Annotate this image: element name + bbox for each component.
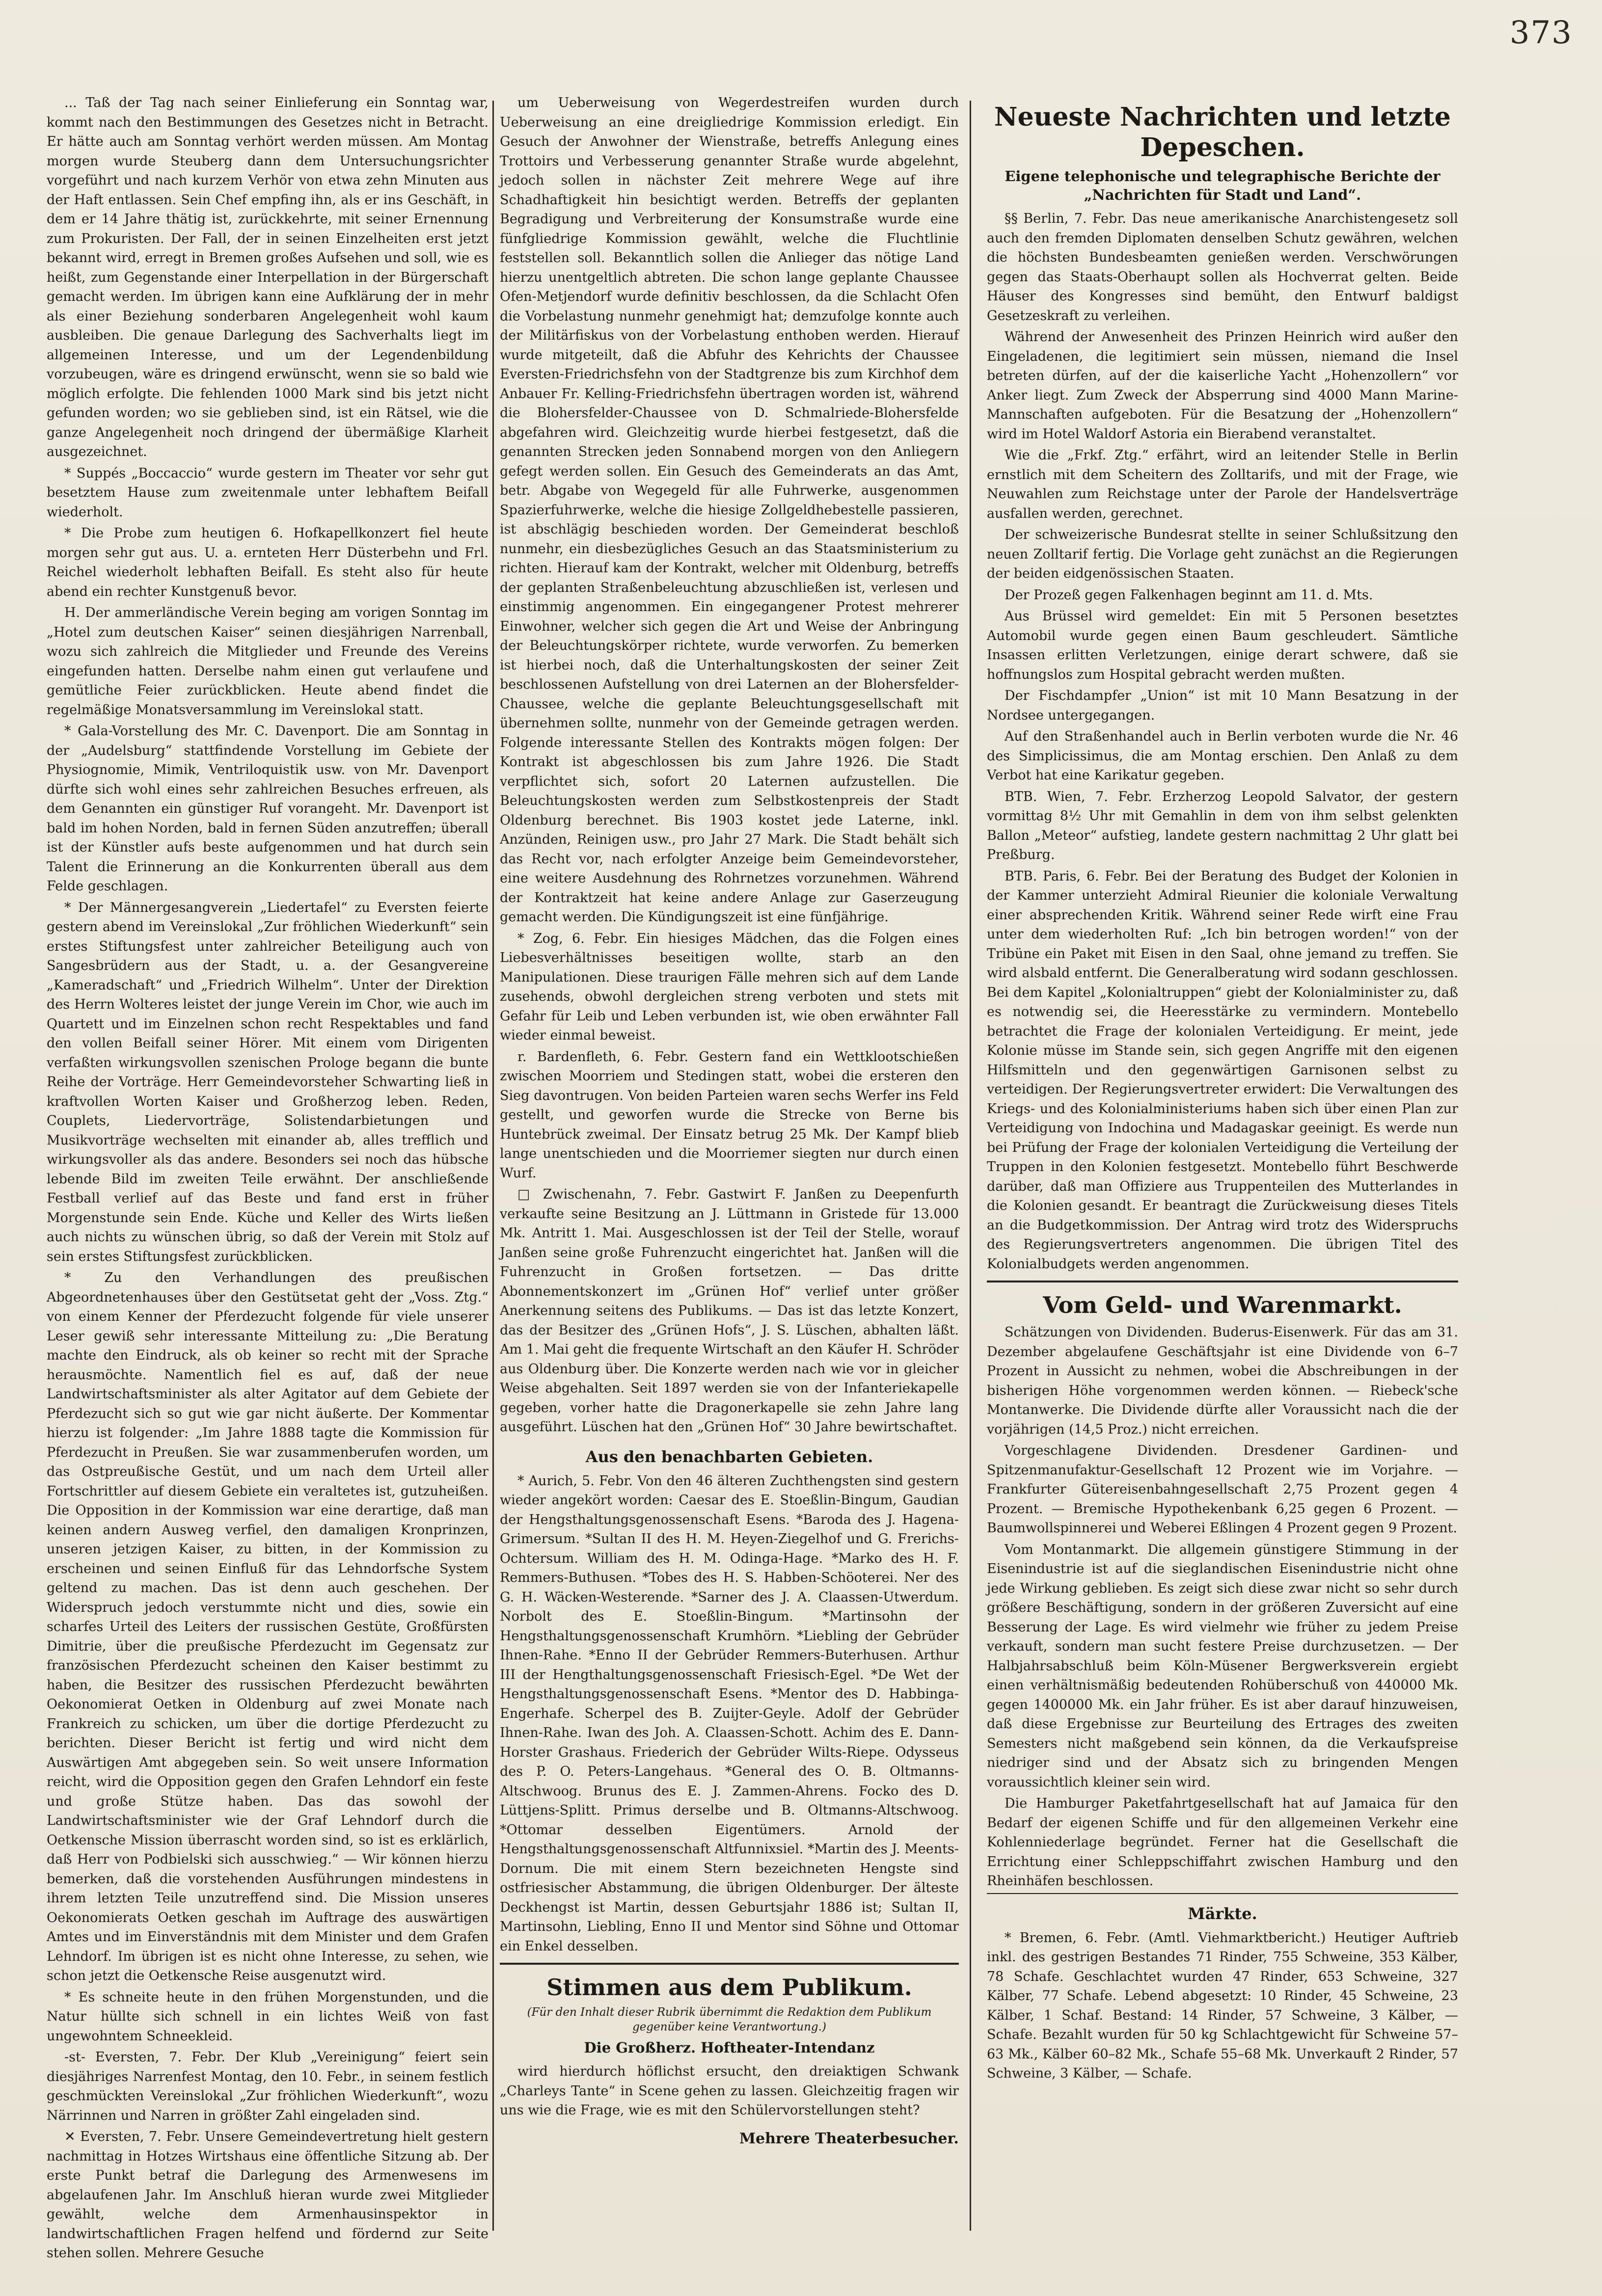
news-paragraph: BTB. Wien, 7. Febr. Erzherzog Leopold Salvator, der gestern vormittag 8½ Uhr mit Gemahlin in dem von ihm selbst gelenkten Ballon „Meteor“ aufstieg, landete gestern nachmittag 2 Uhr glatt bei Preßburg. (987, 789, 1458, 862)
section-heading-neighbor: Aus den benachbarten Gebieten. (585, 1447, 873, 1466)
column-rule-left (492, 101, 494, 2231)
news-paragraph: Der Prozeß gegen Falkenhagen beginnt am 11. d. Mts. (1005, 587, 1373, 603)
section-divider (500, 1963, 959, 1965)
article-paragraph: * Aurich, 5. Febr. Von den 46 älteren Zuchthengsten sind gestern wieder angekört worden: Caesar des E. Stoeßlin-Bingum, Gaudian der Hengsthaltungsgenossenschaft Esens. *Baroda des J. Hagena-Grimersum. *Sultan II des H. M. Heyen-Ziegelhof und G. Frerichs-Ochtersum. William des H. M. Odinga-Hage. *Marko des H. F. Remmers-Buthusen. *Tobes des H. S. Habben-Schöoterei. Ner des G. H. Wäcken-Westerende. *Sarner des J. A. Claassen-Utwerdum. Norbolt des E. Stoeßlin-Bingum. *Martinsohn der Hengsthaltungsgenossenschaft Krumhörn. *Liebling der Gebrüder Ihnen-Rahe. *Enno II der Gebrüder Remmers-Buterhusen. Arthur III der Hengthaltungsgenossenschaft Friesisch-Egel. *De Wet der Hengsthaltungsgenossenschaft Esens. *Mentor des D. Habbinga-Engerhafe. Scherpel des B. Zuijter-Geyle. Adolf der Gebrüder Ihnen-Rahe. Iwan des Joh. A. Claassen-Schott. Achim des E. Dann-Horster Grashaus. Friederich der Gebrüder Wilts-Riepe. Odysseus des P. O. Peters-Langehaus. *General des O. B. Oltmanns-Altschwoog. Brunus des E. J. Zammen-Ahrens. Focko des D. Lüttjens-Splitt. Primus derselbe und B. Oltmanns-Altschwoog. *Ottomar desselben Eigentümers. Arnold der Hengsthaltungsgenossenschaft Altfunnixsiel. *Martin des J. Meents-Dornum. Die mit einem Stern bezeichneten Hengste sind ostfriesischer Abstammung, die übrigen Oldenburger. Der älteste Deckhengst ist Martin, dessen Geburtsjahr 1886 ist; Sultan II, Martinsohn, Liebling, Enno II und Mentor sind Söhne und Ottomar ein Enkel desselben. (500, 1473, 959, 1954)
news-paragraph: Der Fischdampfer „Union“ ist mit 10 Mann Besatzung in der Nordsee untergegangen. (987, 688, 1458, 723)
article-paragraph: -st- Eversten, 7. Febr. Der Klub „Vereinigung“ feiert sein diesjähriges Narrenfest Montag, den 10. Febr., in seinem festlich geschmückten Vereinslokal „Zur fröhlichen Wiederkunft“, wozu Närrinnen und Narren in größter Zahl eingeladen sind. (47, 2050, 489, 2123)
article-paragraph: □ Zwischenahn, 7. Febr. Gastwirt F. Janßen zu Deepenfurth verkaufte seine Besitzung an J. Lüttmann in Gristede für 13.000 Mk. Antritt 1. Mai. Ausgeschlossen ist der Teil der Stelle, worauf Janßen seine große Fuhrenzucht eingerichtet hat. Janßen will die Fuhrenzucht in Großen fortsetzen. — Das dritte Abonnementskonzert im „Grünen Hof“ verlief unter größer Anerkennung seitens des Publikums. — Das ist das letzte Konzert, das der Besitzer des „Grünen Hofs“, J. S. Lüschen, abhalten läßt. Am 1. Mai geht die frequente Wirtschaft an den Käufer H. Schröder aus Oldenburg über. Die Konzerte werden nach wie vor in gleicher Weise abgehalten. Seit 1897 werden sie von der Infanteriekapelle gegeben, vorher hatte die Dragonerkapelle sie zehn Jahre lang ausgeführt. Lüschen hat den „Grünen Hof“ 30 Jahre bewirtschaftet. (500, 1187, 959, 1435)
news-paragraph: §§ Berlin, 7. Febr. Das neue amerikanische Anarchistengesetz soll auch den fremden Diplomaten denselben Schutz gewähren, welchen die höchsten Bundesbeamten genießen werden. Verschwörungen gegen das Staats-Oberhaupt sollen als Hochverrat gelten. Beide Häuser des Kongresses sind bemüht, den Entwurf baldigst Gesetzeskraft zu verleihen. (987, 211, 1458, 323)
news-paragraph: Auf den Straßenhandel auch in Berlin verboten wurde die Nr. 46 des Simplicissimus, die am Montag erschien. Den Anlaß zu dem Verbot hat eine Karikatur gegeben. (987, 729, 1458, 783)
market-paragraph: Vom Montanmarkt. Die allgemein günstigere Stimmung in der Eisenindustrie ist auf die sieglandischen Eisenindustrie nicht ohne jede Wirkung geblieben. Es zeigt sich diese zwar nicht so sehr durch größere Beschäftigung, sondern in der größeren Zuversicht auf eine Besserung der Lage. Es wird vielmehr wie früher zu jedem Preise verkauft, sondern man sucht festere Preise durchzusetzen. — Der Halbjahrsabschluß beim Köln-Müsener Bergwerksverein ergiebt einen verhältnismäßig bedeutenden Rohüberschuß von 440000 Mk. gegen 1400000 Mk. ein Jahr früher. Es ist aber darauf hinzuweisen, daß diese Ergebnisse zur Beurteilung des Ertrages des zweiten Semesters nicht maßgebend sein können, da die Verkaufspreise niedriger sind und der Absatz sich zu bringenden Mengen voraussichtlich kleiner sein wird. (987, 1542, 1458, 1790)
column-middle (500, 93, 959, 2233)
column-rule-right (970, 101, 971, 2231)
section-heading-markets: Märkte. (1188, 1904, 1257, 1923)
article-paragraph: r. Bardenfleth, 6. Febr. Gestern fand ein Wettklootschießen zwischen Moorriem und Stedingen statt, wobei die ersteren den Sieg davontrugen. Von beiden Parteien waren sechs Werfer ins Feld gestellt, und geworfen wurde die Strecke von Berne bis Huntebrück zweimal. Der Einsatz betrug 25 Mk. Der Kampf blieb lange unentschieden und die Moorriemer siegten nur durch einen Wurf. (500, 1049, 959, 1181)
article-paragraph: ... Taß der Tag nach seiner Einlieferung ein Sonntag war, kommt nach den Bestimmungen des Gesetzes nicht in Betracht. Er hätte auch am Sonntag verhört werden müssen. Am Montag morgen wurde Steuberg dann dem Untersuchungsrichter vorgeführt und nach kurzem Verhör von etwa zehn Minuten aus der Haft entlassen. Sein Chef empfing ihn, als er ins Geschäft, in dem er 14 Jahre thätig ist, zurückkehrte, mit seiner Ernennung zum Prokuristen. Der Fall, der in seinen Einzelheiten erst jetzt bekannt wird, erregt in Bremen großes Aufsehen und soll, wie es heißt, zum Gegenstande einer Interpellation in der Bürgerschaft gemacht werden. Im übrigen kann eine Aufklärung der in mehr als einer Beziehung sonderbaren Angelegenheit wohl kaum ausbleiben. Die genaue Darlegung des Sachverhalts liegt im allgemeinen Interesse, und um der Legendenbildung vorzubeugen, wäre es dringend erwünscht, wenn sie so bald wie möglich erfolgte. Die fehlenden 1000 Mark sind bis jetzt nicht gefunden worden; wo sie geblieben sind, ist ein Rätsel, wie die ganze Angelegenheit noch dringend der übermäßige Klarheit ausgezeichnet. (47, 95, 489, 459)
section-subheading-news: Eigene telephonische und telegraphische Berichte der „Nachrichten für Stadt und Land“. (1005, 168, 1440, 203)
letter-text: wird hierdurch höflichst ersucht, den dreiaktigen Schwank „Charleys Tante“ in Scene gehen zu lassen. Gleichzeitig fragen wir uns wie die Frage, wie es mit den Schülervorstellungen steht? (500, 2064, 959, 2118)
column-right (987, 93, 1458, 2233)
section-heading-market: Vom Geld- und Warenmarkt. (1043, 1292, 1402, 1318)
letter-heading: Die Großherz. Hoftheater-Intendanz (584, 2039, 875, 2056)
page-number: 373 (1509, 15, 1573, 51)
column-left (47, 93, 489, 2261)
article-paragraph: * Zu den Verhandlungen des preußischen Abgeordnetenhauses über den Gestütsetat geht der „Voss. Ztg.“ von einem Kenner der Pferdezucht folgende für viele unserer Leser gewiß sehr interessante Mitteilung zu: „Die Beratung machte den Eindruck, als ob keiner so recht mit der Sprache herausmöchte. Namentlich fiel es auf, daß der neue Landwirtschaftsminister als alter Agitator auf dem Gebiete der Pferdezucht sich so gut wie gar nicht äußerte. Der Kommentar hierzu ist folgender: „Im Jahre 1888 tagte die Kommission für Pferdezucht in Preußen. Sie war zusammenberufen worden, um das Ostpreußische Gestüt, und um nach dem Urteil aller Fortschrittler auf diesem Gebiete ein veraltetes ist, gutzuheißen. Die Opposition in der Kommission war eine derartige, daß man keinen andern Ausweg verfiel, den damaligen Kronprinzen, unseren jetzigen Kaiser, zu bitten, in der Kommission zu erscheinen und seinen Einfluß für das Lehndorfsche System geltend zu machen. Das ist denn auch geschehen. Der Widerspruch jedoch verstummte nicht und dies, sowie ein scharfes Urteil des Leiters der russischen Gestüte, Großfürsten Dimitrie, über die preußische Pferdezucht im Gegensatz zur französischen Pferdezucht scheinen den Kaiser bestimmt zu haben, die Besitzer des russischen Pferdezucht bewährten Oekonomierat Oetken in Oldenburg auf zwei Monate nach Frankreich zu schicken, um über die dortige Pferdezucht zu berichten. Dieser Bericht ist fertig und wird nicht dem Auswärtigen Amt abgegeben sein. So weit unsere Information reicht, wird die Opposition gegen den Grafen Lehndorf ein feste und große Stütze haben. Das das sowohl der Landwirtschaftsminister wie der Graf Lehndorf durch die Oetkensche Mission überrascht worden sind, so ist es erklärlich, daß Herr von Podbielski sich ausschwieg.“ — Wir können hierzu bemerken, daß die vorstehenden Ausführungen mindestens in ihrem letzten Teile unzutreffend sind. Die Mission unseres Oekonomierats Oetken geschah im Auftrage des auswärtigen Amtes und im Einverständnis mit dem Minister und dem Grafen Lehndorf. Im übrigen ist es nicht ohne Interesse, zu sehen, wie schon jetzt die Oetkensche Reise ausgenutzt wird. (47, 1270, 489, 1983)
article-paragraph: H. Der ammerländische Verein beging am vorigen Sonntag im „Hotel zum deutschen Kaiser“ seinen diesjährigen Narrenball, wozu sich zahlreich die Mitglieder und Freunde des Vereins eingefunden hatten. Derselbe nahm einen gut verlaufene und gemütliche Feier zurückblicken. Heute abend findet die regelmäßige Monatsversammlung im Vereinslokal statt. (47, 605, 489, 718)
section-divider (987, 1893, 1458, 1894)
section-heading-news: Neueste Nachrichten und letzte Depeschen. (994, 102, 1451, 162)
section-heading-public: Stimmen aus dem Publikum. (546, 1974, 912, 2001)
section-disclaimer: (Für den Inhalt dieser Rubrik übernimmt die Redaktion dem Publikum gegenüber keine Verantwortung.) (527, 2006, 932, 2033)
market-paragraph: Vorgeschlagene Dividenden. Dresdener Gardinen- und Spitzenmanufaktur-Gesellschaft 12 Prozent wie im Vorjahre. — Frankfurter Gütereisenbahngesellschaft 2,75 Prozent gegen 4 Prozent. — Bremische Hypothekenbank 6,25 gegen 6 Prozent. — Baumwollspinnerei und Weberei Eßlingen 4 Prozent gegen 9 Prozent. (987, 1443, 1458, 1536)
news-paragraph: Aus Brüssel wird gemeldet: Ein mit 5 Personen besetztes Automobil wurde gegen einen Baum geschleudert. Sämtliche Insassen erlitten Verletzungen, einige derart schwere, daß sie hoffnungslos zum Hospital gebracht werden mußten. (987, 609, 1458, 682)
news-paragraph: Wie die „Frkf. Ztg.“ erfährt, wird an leitender Stelle in Berlin ernstlich mit dem Scheitern des Zolltarifs, und mit der Frage, wie Neuwahlen zum Reichstage unter der Parole der Handelsverträge ausfallen werden, gerechnet. (987, 448, 1458, 521)
article-paragraph: * Zog, 6. Febr. Ein hiesiges Mädchen, das die Folgen eines Liebesverhältnisses beseitigen wollte, starb an den Manipulationen. Diese traurigen Fälle mehren sich auf dem Lande zusehends, obwohl dergleichen streng verboten und stets mit Gefahr für Leib und Leben verbunden ist, wie oben erwähnter Fall wieder einmal beweist. (500, 931, 959, 1043)
news-paragraph: Der schweizerische Bundesrat stellte in seiner Schlußsitzung den neuen Zolltarif fertig. Die Vorlage geht zunächst an die Regierungen der beiden eidgenössischen Staaten. (987, 527, 1458, 581)
article-paragraph: * Gala-Vorstellung des Mr. C. Davenport. Die am Sonntag in der „Audelsburg“ stattfindende Vorstellung im Gebiete der Physiognomie, Mimik, Ventriloquistik usw. von Mr. Davenport dürfte sich wohl eines sehr zahlreichen Besuches erfreuen, als dem Genannten ein günstiger Ruf vorangeht. Mr. Davenport ist bald im hohen Norden, bald in fernen Süden anzutreffen; überall ist der Künstler aufs beste aufgenommen und hat durch sein Talent die Erinnerung an die Konkurrenten überall aus dem Felde geschlagen. (47, 723, 489, 894)
section-divider (987, 1281, 1458, 1282)
market-report: * Bremen, 6. Febr. (Amtl. Viehmarktbericht.) Heutiger Auftrieb inkl. des gestrigen Bestandes 71 Rinder, 755 Schweine, 353 Kälber, 78 Schafe. Geschlachtet wurden 47 Rinder, 653 Schweine, 327 Kälber, 77 Schafe. Lebend abgesetzt: 10 Rinder, 45 Schweine, 23 Kälber, 1 Schaf. Bestand: 14 Rinder, 57 Schweine, 3 Kälber, — Schafe. Bezahlt wurden für 50 kg Schlachtgewicht für Schweine 57–63 Mk., Kälber 60–82 Mk., Schafe 55–68 Mk. Unverkauft 2 Rinder, 57 Schweine, 3 Kälber, — Schafe. (987, 1930, 1458, 2081)
article-paragraph: * Es schneite heute in den frühen Morgenstunden, und die Natur hüllte sich schnell in ein lichtes Weiß von fast ungewohntem Schneekleid. (47, 1989, 489, 2044)
article-paragraph: * Suppés „Boccaccio“ wurde gestern im Theater vor sehr gut besetztem Hause zum zweitenmale unter lebhaftem Beifall wiederholt. (47, 465, 489, 520)
market-paragraph: Die Hamburger Paketfahrtgesellschaft hat auf Jamaica für den Bedarf der eigenen Schiffe und für den allgemeinen Verkehr eine Kohlenniederlage begründet. Ferner hat die Gesellschaft die Errichtung einer Schleppschiffahrt zwischen Hamburg und den Rheinhäfen beschlossen. (987, 1796, 1458, 1889)
news-paragraph: Während der Anwesenheit des Prinzen Heinrich wird außer den Eingeladenen, die legitimiert sein müssen, niemand die Insel betreten dürfen, auf der die kaiserliche Yacht „Hohenzollern“ vor Anker liegt. Zum Zweck der Absperrung sind 4000 Mann Marine-Mannschaften aufgeboten. Für die Besatzung der „Hohenzollern“ wird im Hotel Waldorf Astoria ein Bierabend veranstaltet. (987, 329, 1458, 442)
article-paragraph: um Ueberweisung von Wegerdestreifen wurden durch Ueberweisung an eine dreigliedrige Kommission erledigt. Ein Gesuch der Anwohner der Wienstraße, betreffs Anlegung eines Trottoirs und Verbesserung genannter Straße wurde abgelehnt, jedoch sollen in nächster Zeit mehrere Wege auf ihre Schadhaftigkeit hin besichtigt werden. Betreffs der geplanten Begradigung und Verbreiterung der Konsumstraße wurde eine fünfgliedrige Kommission gewählt, welche die Fluchtlinie feststellen soll. Bekanntlich sollen die Anlieger das nötige Land hierzu unentgeltlich abtreten. Die schon lange geplante Chaussee Ofen-Metjendorf wurde definitiv beschlossen, da die Schlacht Ofen die Vorbelastung nunmehr genehmigt hat; demzufolge konnte auch der Militärfiskus von der Vorbelastung enthoben werden. Hierauf wurde mitgeteilt, daß die Abfuhr des Kehrichts der Chaussee Eversten-Friedrichsfehn von der Stadtgrenze bis zum Kirchhof dem Anbauer Fr. Kelling-Friedrichsfehn übertragen worden ist, während die Blohersfelder-Chaussee von D. Schmalriede-Blohersfelde abgefahren wird. Gleichzeitig wurde hierbei festgesetzt, daß die genannten Strecken jeden Sonnabend morgen von den Anliegern gefegt werden sollen. Ein Gesuch des Gemeinderats an das Amt, betr. Abgabe von Wegegeld für alle Fuhrwerke, ausgenommen Spazierfuhrwerke, welche die hiesige Zollgeldhebestelle passieren, ist abschlägig beschieden worden. Der Gemeinderat beschloß nunmehr, ein diesbezügliches Gesuch an das Staatsministerium zu richten. Hierauf kam der Kontrakt, welcher mit Oldenburg, betreffs der geplanten Straßenbeleuchtung abzuschließen ist, verlesen und einstimmig angenommen. Ein eingegangener Protest mehrerer Einwohner, welcher sich gegen die Art und Weise der Anbringung der Beleuchtungskörper richtete, wurde verworfen. Zu bemerken ist hierbei noch, daß die Unterhaltungskosten der seiner Zeit beschlossenen Aufstellung von drei Laternen an der Blohersfelder-Chaussee, welche die geplante Beleuchtungsgesellschaft mit übernehmen sollte, nunmehr von der Gemeinde getragen werden. Folgende interessante Stellen des Kontrakts mögen folgen: Der Kontrakt ist abgeschlossen bis zum Jahre 1926. Die Stadt verpflichtet sich, sofort 20 Laternen aufzustellen. Die Beleuchtungskosten werden zum Selbstkostenpreis der Stadt Oldenburg berechnet. Bis 1903 kostet jede Laterne, inkl. Anzünden, Reinigen usw., pro Jahr 27 Mark. Die Stadt behält sich das Recht vor, nach erfolgter Anzeige beim Gemeindevorsteher, eine weitere Ausdehnung des Rohrnetzes vorzunehmen. Während der Kontraktzeit hat keine andere Anlage zur Gaserzeugung gemacht werden. Die Kündigungszeit ist eine fünfjährige. (500, 95, 959, 925)
letter-signature: Mehrere Theaterbesucher. (739, 2130, 959, 2147)
article-paragraph: * Der Männergesangverein „Liedertafel“ zu Eversten feierte gestern abend im Vereinslokal „Zur fröhlichen Wiederkunft“ sein erstes Stiftungsfest unter zahlreicher Beteiligung auch von Sangesbrüdern aus der Stadt, u. a. der Gesangvereine „Kameradschaft“ und „Friedrich Wilhelm“. Unter der Direktion des Herrn Wolteres leistet der junge Verein im Chor, wie auch im Quartett und im Einzelnen schon recht Respektables und fand den vollen Beifall seiner Hörer. Mit einem vom Dirigenten verfaßten wirkungsvollen szenischen Prologe begann die bunte Reihe der Vorträge. Herr Gemeindevorsteher Schwarting ließ in kraftvollen Worten Kaiser und Großherzog leben. Reden, Couplets, Liedervorträge, Solistendarbietungen und Musikvorträge wechselten mit einander ab, alles trefflich und wirkungsvoller als das andere. Besonders sei noch das hübsche lebende Bild im zweiten Teile erwähnt. Der anschließende Festball verlief auf das Beste und fand erst in früher Morgenstunde sein Ende. Küche und Keller des Wirts ließen auch nichts zu wünschen übrig, so daß der Verein mit Stolz auf sein erstes Stiftungsfest zurückblicken. (47, 900, 489, 1264)
news-paragraph: BTB. Paris, 6. Febr. Bei der Beratung des Budget der Kolonien in der Kammer unterzieht Admiral Rieunier die koloniale Verwaltung einer absprechenden Kritik. Während seiner Rede wirft eine Frau unter dem wiederholten Ruf: „Ich bin betrogen worden!“ von der Tribüne ein Paket mit Eisen in den Saal, ohne jemand zu treffen. Sie wird alsbald entfernt. Die Generalberatung wird sodann geschlossen. Bei dem Kapitel „Kolonialtruppen“ giebt der Kolonialminister zu, daß es notwendig sei, die Heeresstärke zu vermindern. Montebello betrachtet die Frage der kolonialen Verteidigung. Er meint, jede Kolonie müsse im Stande sein, sich gegen Angriffe mit den eigenen Hilfsmitteln und den gegenwärtigen Garnisonen selbst zu verteidigen. Der Regierungsvertreter erwidert: Die Verwaltungen des Kriegs- und des Kolonialministeriums haben sich über einen Plan zur Verteidigung von Indochina und Madagaskar geeinigt. Es werde nun bei Prüfung der Frage der kolonialen Verteidigung die Verteilung der Truppen in den Kolonien festgesetzt. Montebello führt Beschwerde darüber, daß man Offiziere aus Truppenteilen des Mutterlandes in die Kolonien gesandt. Er beantragt die Zurückweisung dieses Titels an die Budgetkommission. Der Antrag wird trotz des Widerspruchs des Regierungsvertreters angenommen. Die übrigen Titel des Kolonialbudgets werden angenommen. (987, 868, 1458, 1272)
market-paragraph: Schätzungen von Dividenden. Buderus-Eisenwerk. Für das am 31. Dezember abgelaufene Geschäftsjahr ist eine Dividende von 6–7 Prozent in Aussicht zu nehmen, wobei die Abschreibungen in der bisherigen Höhe vorgenommen werden können. — Riebeck'sche Montanwerke. Die Dividende dürfte aller Voraussicht nach die der vorjährigen (14,5 Proz.) nicht erreichen. (987, 1325, 1458, 1437)
article-paragraph: ✕ Eversten, 7. Febr. Unsere Gemeindevertretung hielt gestern nachmittag in Hotzes Wirtshaus eine öffentliche Sitzung ab. Der erste Punkt betraf die Darlegung des Armenwesens im abgelaufenen Jahr. Im Anschluß hieran wurde zwei Mitglieder gewählt, welche dem Armenhausinspektor in landwirtschaftlichen Fragen helfend und fördernd zur Seite stehen sollen. Mehrere Gesuche (47, 2129, 489, 2261)
article-paragraph: * Die Probe zum heutigen 6. Hofkapellkonzert fiel heute morgen sehr gut aus. U. a. ernteten Herr Düsterbehn und Frl. Reichel wiederholt lebhaften Beifall. Es steht also für heute abend ein rechter Kunstgenuß bevor. (47, 526, 489, 599)
